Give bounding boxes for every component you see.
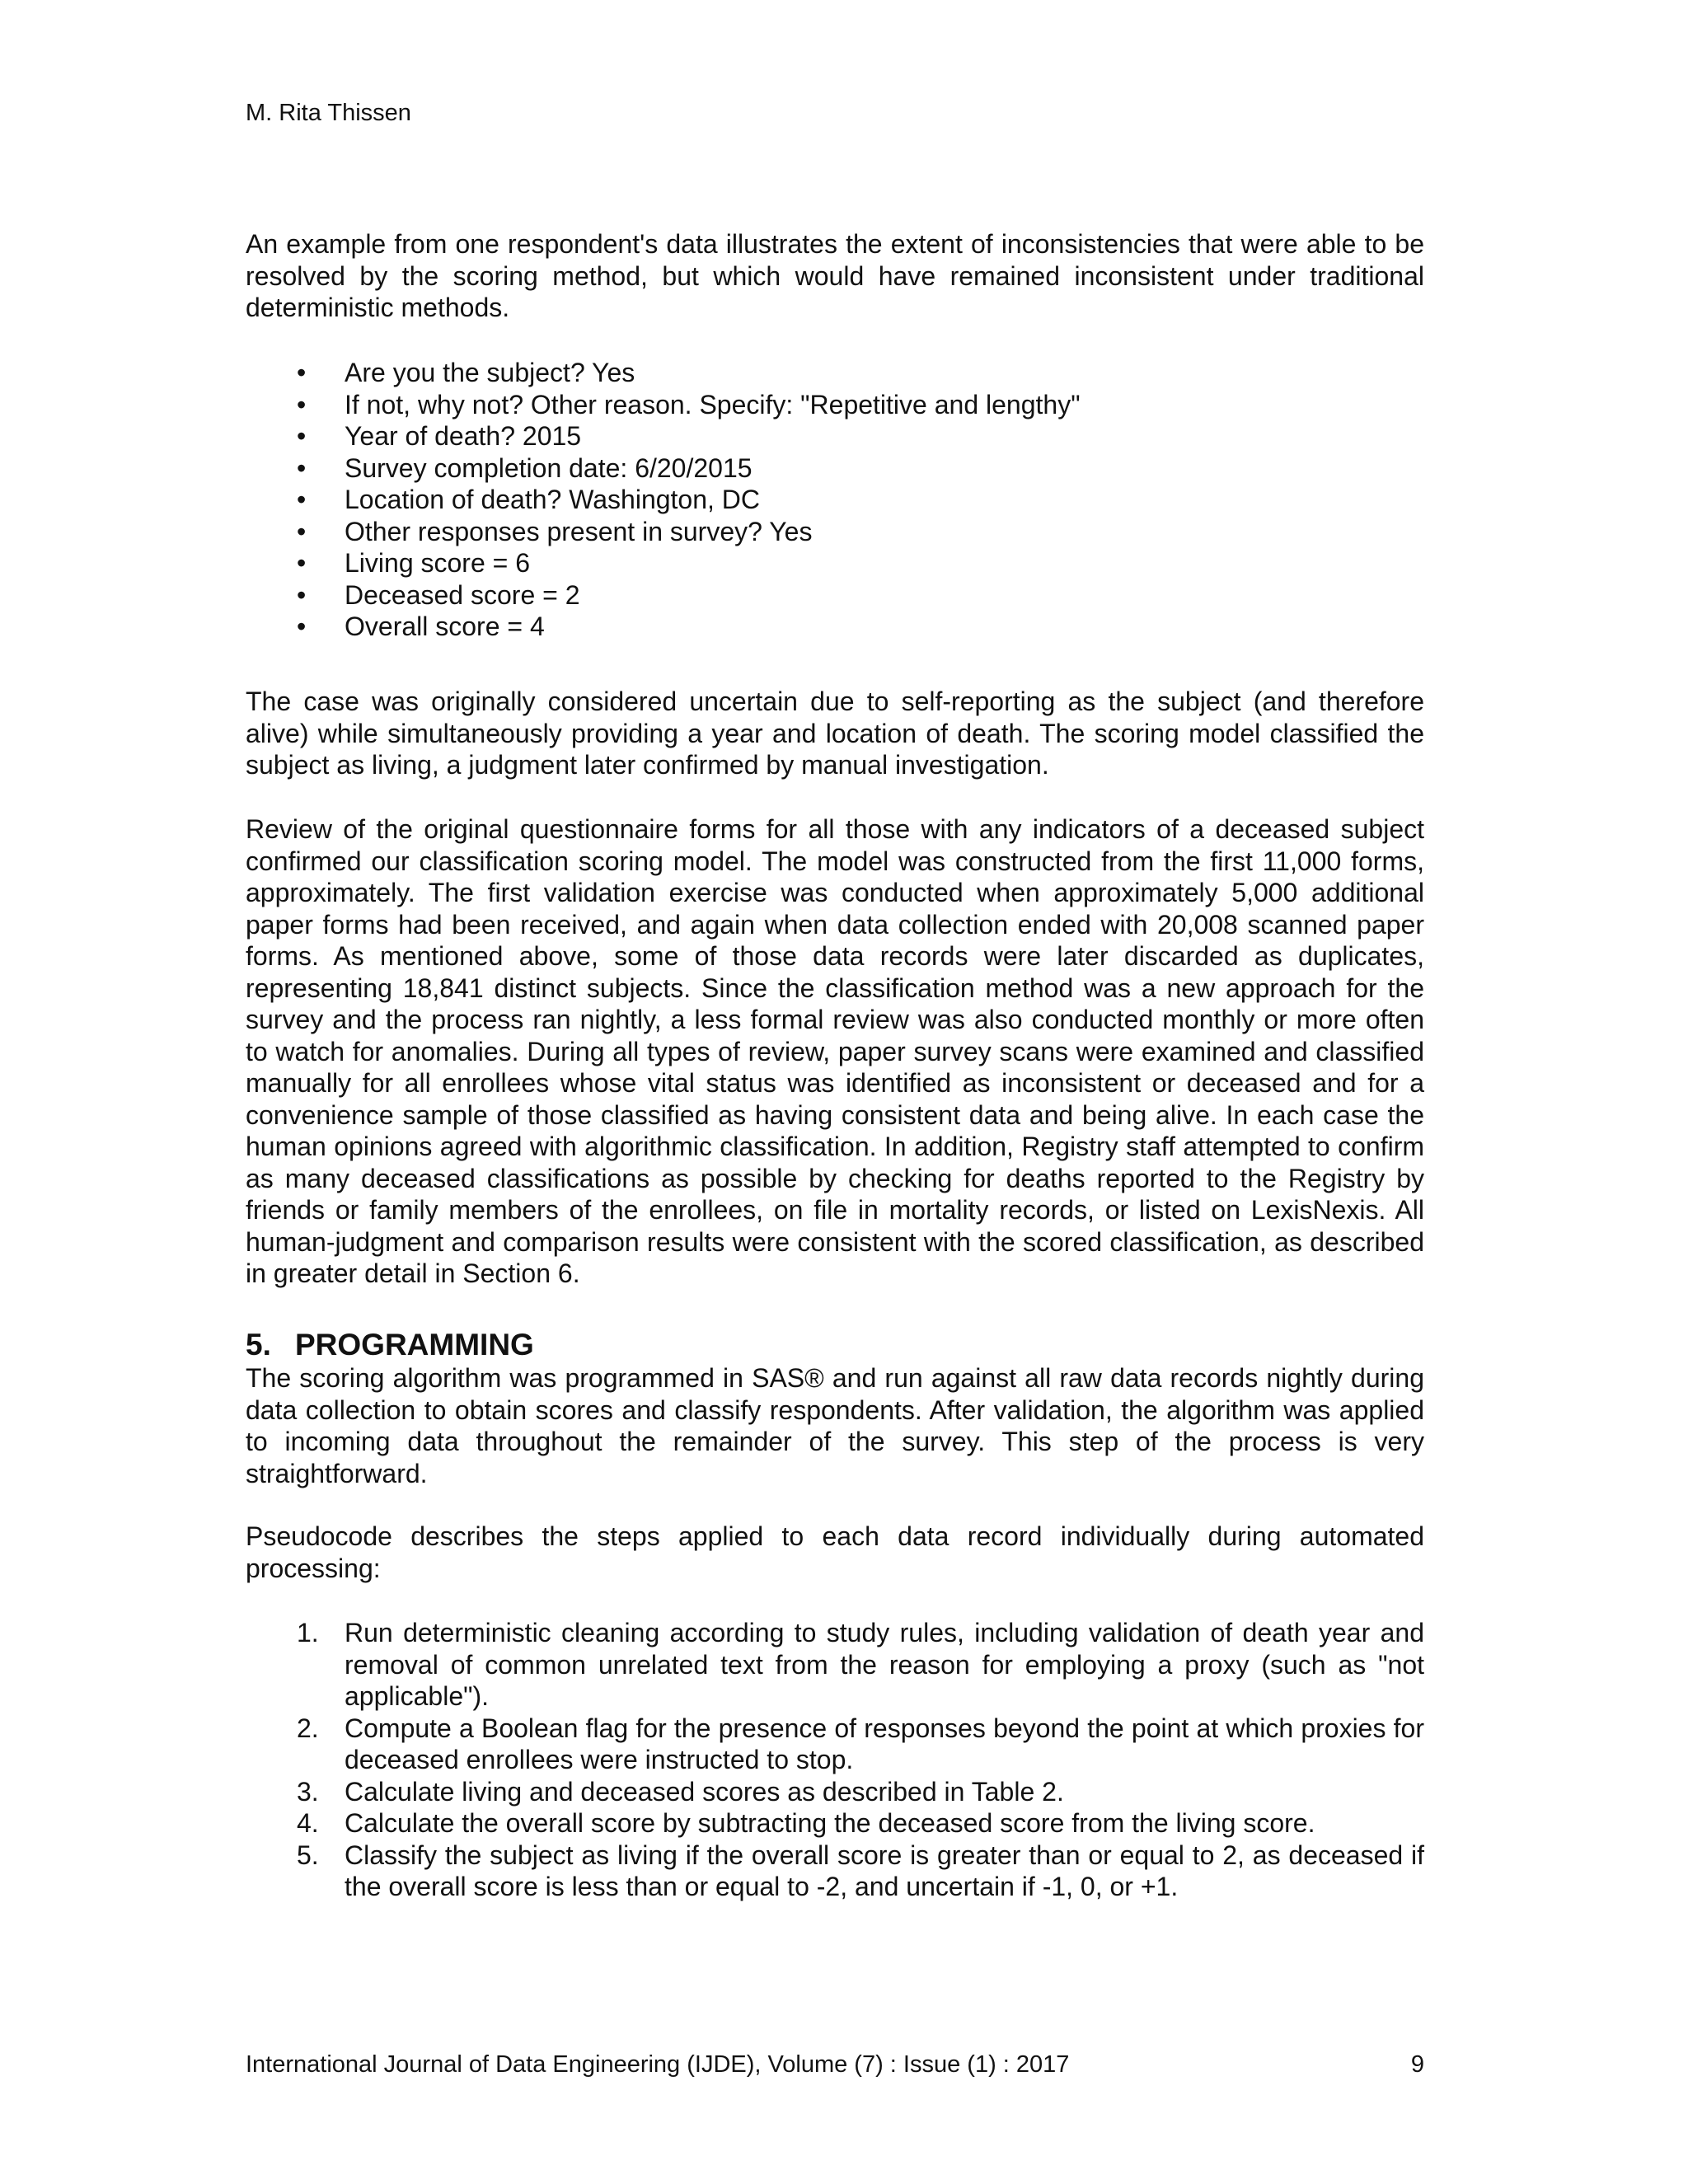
list-item: • If not, why not? Other reason. Specify: "Repetitive and lengthy" — [297, 389, 1081, 419]
case-paragraph: The case was originally considered uncertain due to self-reporting as the subject (and therefore alive) while simultaneously providing a year and location of death. The scoring model classified the subject as living, a judgment later confirmed by manual investigation. — [246, 687, 1424, 780]
review-paragraph: Review of the original questionnaire forms for all those with any indicators of a deceased subject confirmed our classification scoring model. The model was constructed from the first 11,000 forms, approximately. The first validation exercise was conducted when approximately 5,000 additional paper forms had been received, and again when data collection ended with 20,008 scanned paper forms. As mentioned above, some of those data records were later discarded as duplicates, representing 18,841 distinct subjects. Since the classification method was a new approach for the survey and the process ran nightly, a less formal review was also conducted monthly or more often to watch for anomalies. During all types of review, paper survey scans were examined and classified manually for all enrollees whose vital status was identified as inconsistent or deceased and for a convenience sample of those classified as having consistent data and being alive. In each case the human opinions agreed with algorithmic classification. In addition, Registry staff attempted to confirm as many deceased classifications as possible by checking for deaths reported to the Registry by friends or family members of the enrollees, on file in mortality records, or listed on LexisNexis. All human-judgment and comparison results were consistent with the scored classification, as described in greater detail in Section 6. — [246, 814, 1424, 1288]
list-item: 1. Run deterministic cleaning according to study rules, including validation of death year and removal of common unrelated text from the reason for employing a proxy (such as "not applicable"). — [297, 1618, 1424, 1711]
page-number: 9 — [1410, 2051, 1424, 2078]
list-item: 4. Calculate the overall score by subtracting the deceased score from the living score. — [297, 1808, 1315, 1838]
list-item: • Overall score = 4 — [297, 612, 545, 641]
section-number: 5. — [246, 1328, 271, 1361]
programming-paragraph: The scoring algorithm was programmed in SAS® and run against all raw data records nightly during data collection to obtain scores and classify respondents. After validation, the algorithm was applied to incoming data throughout the remainder of the survey. This step of the process is very straightforward. — [246, 1363, 1424, 1488]
intro-paragraph: An example from one respondent's data illustrates the extent of inconsistencies that were able to be resolved by the scoring method, but which would have remained inconsistent under traditional deterministic methods. — [246, 229, 1424, 322]
list-item: 2. Compute a Boolean flag for the presence of responses beyond the point at which proxies for deceased enrollees were instructed to stop. — [297, 1713, 1424, 1774]
list-item: • Living score = 6 — [297, 548, 531, 578]
bullet-icon: • — [297, 579, 307, 610]
pseudocode-step-list — [246, 1617, 1424, 1903]
list-item: 5. Classify the subject as living if the overall score is greater than or equal to 2, as deceased if the overall score is less than or equal to -2, and uncertain if -1, 0, or +1. — [297, 1840, 1424, 1901]
step-number: 3. — [297, 1776, 319, 1807]
bullet-icon: • — [297, 452, 307, 483]
bullet-icon: • — [297, 548, 307, 578]
bullet-icon: • — [297, 516, 307, 546]
step-number: 4. — [297, 1808, 319, 1838]
bullet-icon: • — [297, 421, 307, 451]
list-item: • Deceased score = 2 — [297, 579, 580, 610]
bullet-icon: • — [297, 485, 307, 514]
step-number: 2. — [297, 1713, 319, 1743]
list-item: • Year of death? 2015 — [297, 421, 582, 451]
journal-citation: International Journal of Data Engineering (IJDE), Volume (7) : Issue (1) : 2017 — [246, 2051, 1070, 2078]
pseudocode-intro-paragraph: Pseudocode describes the steps applied to each data record individually during automated processing: — [246, 1521, 1424, 1583]
page-footer — [246, 2050, 1424, 2079]
section-heading — [246, 1327, 1424, 1363]
list-item: • Other responses present in survey? Yes — [297, 516, 813, 546]
list-item: • Survey completion date: 6/20/2015 — [297, 452, 753, 483]
bullet-icon: • — [297, 358, 307, 387]
bullet-icon: • — [297, 612, 307, 641]
respondent-bullet-list — [246, 357, 1424, 643]
list-item: • Are you the subject? Yes — [297, 358, 635, 387]
list-item: 3. Calculate living and deceased scores as described in Table 2. — [297, 1776, 1064, 1807]
step-number: 5. — [297, 1840, 319, 1870]
list-item: • Location of death? Washington, DC — [297, 485, 761, 514]
running-header-author: M. Rita Thissen — [246, 100, 411, 126]
section-title: PROGRAMMING — [295, 1328, 534, 1361]
bullet-icon: • — [297, 389, 307, 419]
step-number: 1. — [297, 1618, 319, 1647]
